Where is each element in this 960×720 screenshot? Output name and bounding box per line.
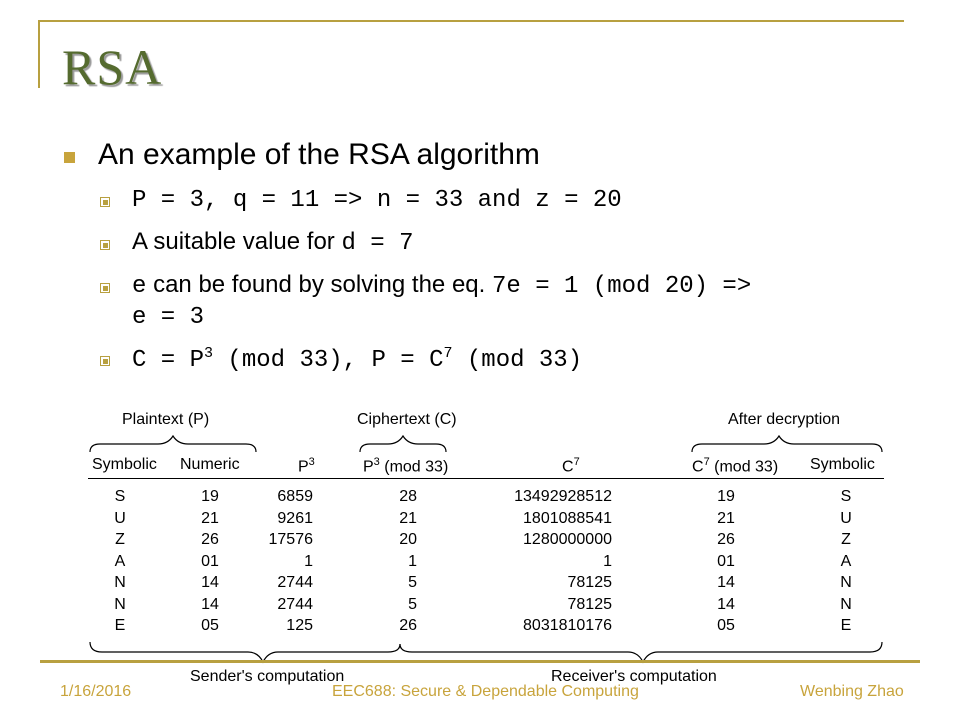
cell-c7mod: 01 bbox=[717, 552, 735, 570]
bottom-braces bbox=[88, 640, 884, 670]
sub-bullet-4-sup2: 7 bbox=[443, 345, 453, 362]
cell-p3mod: 1 bbox=[408, 552, 417, 570]
cell-c7: 1801088541 bbox=[523, 509, 612, 527]
cell-sym2: Z bbox=[841, 531, 851, 548]
cell-c7: 1280000000 bbox=[523, 531, 612, 548]
cell-p3mod: 5 bbox=[408, 595, 417, 613]
sub-bullet-icon bbox=[100, 240, 110, 250]
header-p3mod-rest: (mod 33) bbox=[379, 458, 449, 476]
sub-bullet-3-var: e bbox=[132, 273, 147, 300]
cell-p3mod: 21 bbox=[399, 509, 417, 527]
cell-num: 14 bbox=[201, 595, 219, 613]
cell-num: 19 bbox=[201, 488, 219, 505]
cell-sym: A bbox=[114, 552, 126, 570]
cell-c7mod: 26 bbox=[717, 531, 735, 548]
cell-num: 01 bbox=[201, 552, 219, 570]
brace-ciphertext bbox=[360, 436, 446, 452]
cell-c7mod: 14 bbox=[717, 595, 735, 613]
cell-p3mod: 20 bbox=[399, 531, 417, 548]
cell-sym2: U bbox=[840, 509, 852, 527]
cell-p3mod: 28 bbox=[399, 488, 417, 505]
cell-sym: E bbox=[114, 617, 126, 634]
header-c7-mod bbox=[692, 456, 778, 476]
cell-c7mod: 21 bbox=[717, 509, 735, 527]
header-p3-sup: 3 bbox=[308, 456, 315, 468]
header-symbolic-2: Symbolic bbox=[810, 456, 875, 473]
cell-sym2: N bbox=[840, 574, 852, 591]
sub-bullet-3-result: e = 3 bbox=[132, 304, 205, 331]
cell-num: 05 bbox=[201, 617, 219, 634]
sub-bullet-4-b: (mod 33), P = C bbox=[213, 347, 444, 374]
brace-sender bbox=[90, 642, 400, 662]
header-c7 bbox=[562, 456, 580, 476]
frame-bottom-rule bbox=[40, 660, 920, 663]
group-label-after-decryption: After decryption bbox=[728, 411, 841, 428]
header-symbolic: Symbolic bbox=[92, 456, 157, 473]
cell-sym: N bbox=[114, 595, 126, 613]
cell-p3: 1 bbox=[304, 552, 313, 570]
cell-sym2: A bbox=[840, 552, 852, 570]
header-numeric: Numeric bbox=[180, 456, 240, 473]
header-rule bbox=[88, 478, 884, 479]
sub-bullet-4 bbox=[132, 345, 582, 374]
cell-num: 26 bbox=[201, 531, 219, 548]
sub-bullet-icon bbox=[100, 283, 110, 293]
footer-author: Wenbing Zhao bbox=[800, 683, 904, 700]
cell-num: 14 bbox=[201, 574, 219, 591]
header-c7-base: C bbox=[562, 458, 574, 476]
brace-after-decryption bbox=[692, 436, 882, 452]
cell-p3: 9261 bbox=[277, 509, 313, 527]
receiver-label: Receiver's computation bbox=[551, 668, 717, 685]
cell-p3: 2744 bbox=[277, 574, 313, 591]
sub-bullet-2-text: A suitable value for bbox=[132, 228, 342, 255]
top-braces bbox=[88, 430, 884, 456]
sub-bullet-3-text: can be found by solving the eq. bbox=[146, 271, 492, 298]
sub-bullet-4-c: (mod 33) bbox=[452, 347, 583, 374]
sub-bullet-4-sup1: 3 bbox=[204, 345, 214, 362]
footer-date: 1/16/2016 bbox=[60, 683, 132, 700]
brace-plaintext bbox=[90, 436, 256, 452]
sub-bullet-icon bbox=[100, 356, 110, 366]
cell-sym: N bbox=[114, 574, 126, 591]
cell-sym2: E bbox=[840, 617, 852, 634]
header-p3-base: P bbox=[298, 458, 309, 476]
frame-left-rule bbox=[38, 20, 40, 88]
cell-c7mod: 05 bbox=[717, 617, 735, 634]
cell-p3: 125 bbox=[286, 617, 313, 634]
main-bullet-text: An example of the RSA algorithm bbox=[98, 138, 540, 171]
header-p3mod-sup: 3 bbox=[373, 456, 380, 468]
cell-p3: 2744 bbox=[277, 595, 313, 613]
cell-sym: S bbox=[114, 488, 126, 505]
cell-c7: 78125 bbox=[567, 595, 612, 613]
header-p3mod-base: P bbox=[363, 458, 374, 476]
sub-bullet-1: P = 3, q = 11 => n = 33 and z = 20 bbox=[132, 187, 622, 214]
cell-p3: 6859 bbox=[277, 488, 313, 505]
cell-sym: Z bbox=[115, 531, 125, 548]
group-label-plaintext: Plaintext (P) bbox=[122, 411, 210, 428]
cell-c7: 78125 bbox=[567, 574, 612, 591]
cell-c7mod: 14 bbox=[717, 574, 735, 591]
footer-course: EEC688: Secure & Dependable Computing bbox=[332, 683, 639, 700]
sub-bullet-3-eq: 7e = 1 (mod 20) => bbox=[491, 273, 752, 300]
sub-bullet-4-a: C = P bbox=[132, 347, 205, 374]
cell-num: 21 bbox=[201, 509, 219, 527]
cell-p3mod: 5 bbox=[408, 574, 417, 591]
cell-p3mod: 26 bbox=[399, 617, 417, 634]
header-c7-sup: 7 bbox=[573, 456, 580, 468]
cell-c7: 8031810176 bbox=[523, 617, 612, 634]
cell-sym2: S bbox=[840, 488, 852, 505]
sub-bullet-icon bbox=[100, 197, 110, 207]
header-c7mod-rest: (mod 33) bbox=[709, 458, 779, 476]
group-label-ciphertext: Ciphertext (C) bbox=[357, 411, 457, 428]
cell-c7mod: 19 bbox=[717, 488, 735, 505]
header-p3 bbox=[298, 456, 315, 476]
slide-title: RSA bbox=[62, 39, 163, 95]
cell-sym2: N bbox=[840, 595, 852, 613]
sub-bullet-2 bbox=[132, 228, 413, 257]
frame-top-rule bbox=[38, 20, 904, 22]
cell-c7: 1 bbox=[603, 552, 612, 570]
header-c7mod-sup: 7 bbox=[703, 456, 710, 468]
cell-sym: U bbox=[114, 509, 126, 527]
header-p3-mod bbox=[363, 456, 448, 476]
cell-c7: 13492928512 bbox=[514, 488, 612, 505]
brace-receiver bbox=[400, 642, 882, 662]
cell-p3: 17576 bbox=[268, 531, 313, 548]
sub-bullet-2-code: d = 7 bbox=[341, 230, 414, 257]
header-c7mod-base: C bbox=[692, 458, 704, 476]
bullet-square-icon bbox=[64, 152, 75, 163]
sub-bullet-3 bbox=[132, 271, 751, 300]
sender-label: Sender's computation bbox=[190, 668, 345, 685]
